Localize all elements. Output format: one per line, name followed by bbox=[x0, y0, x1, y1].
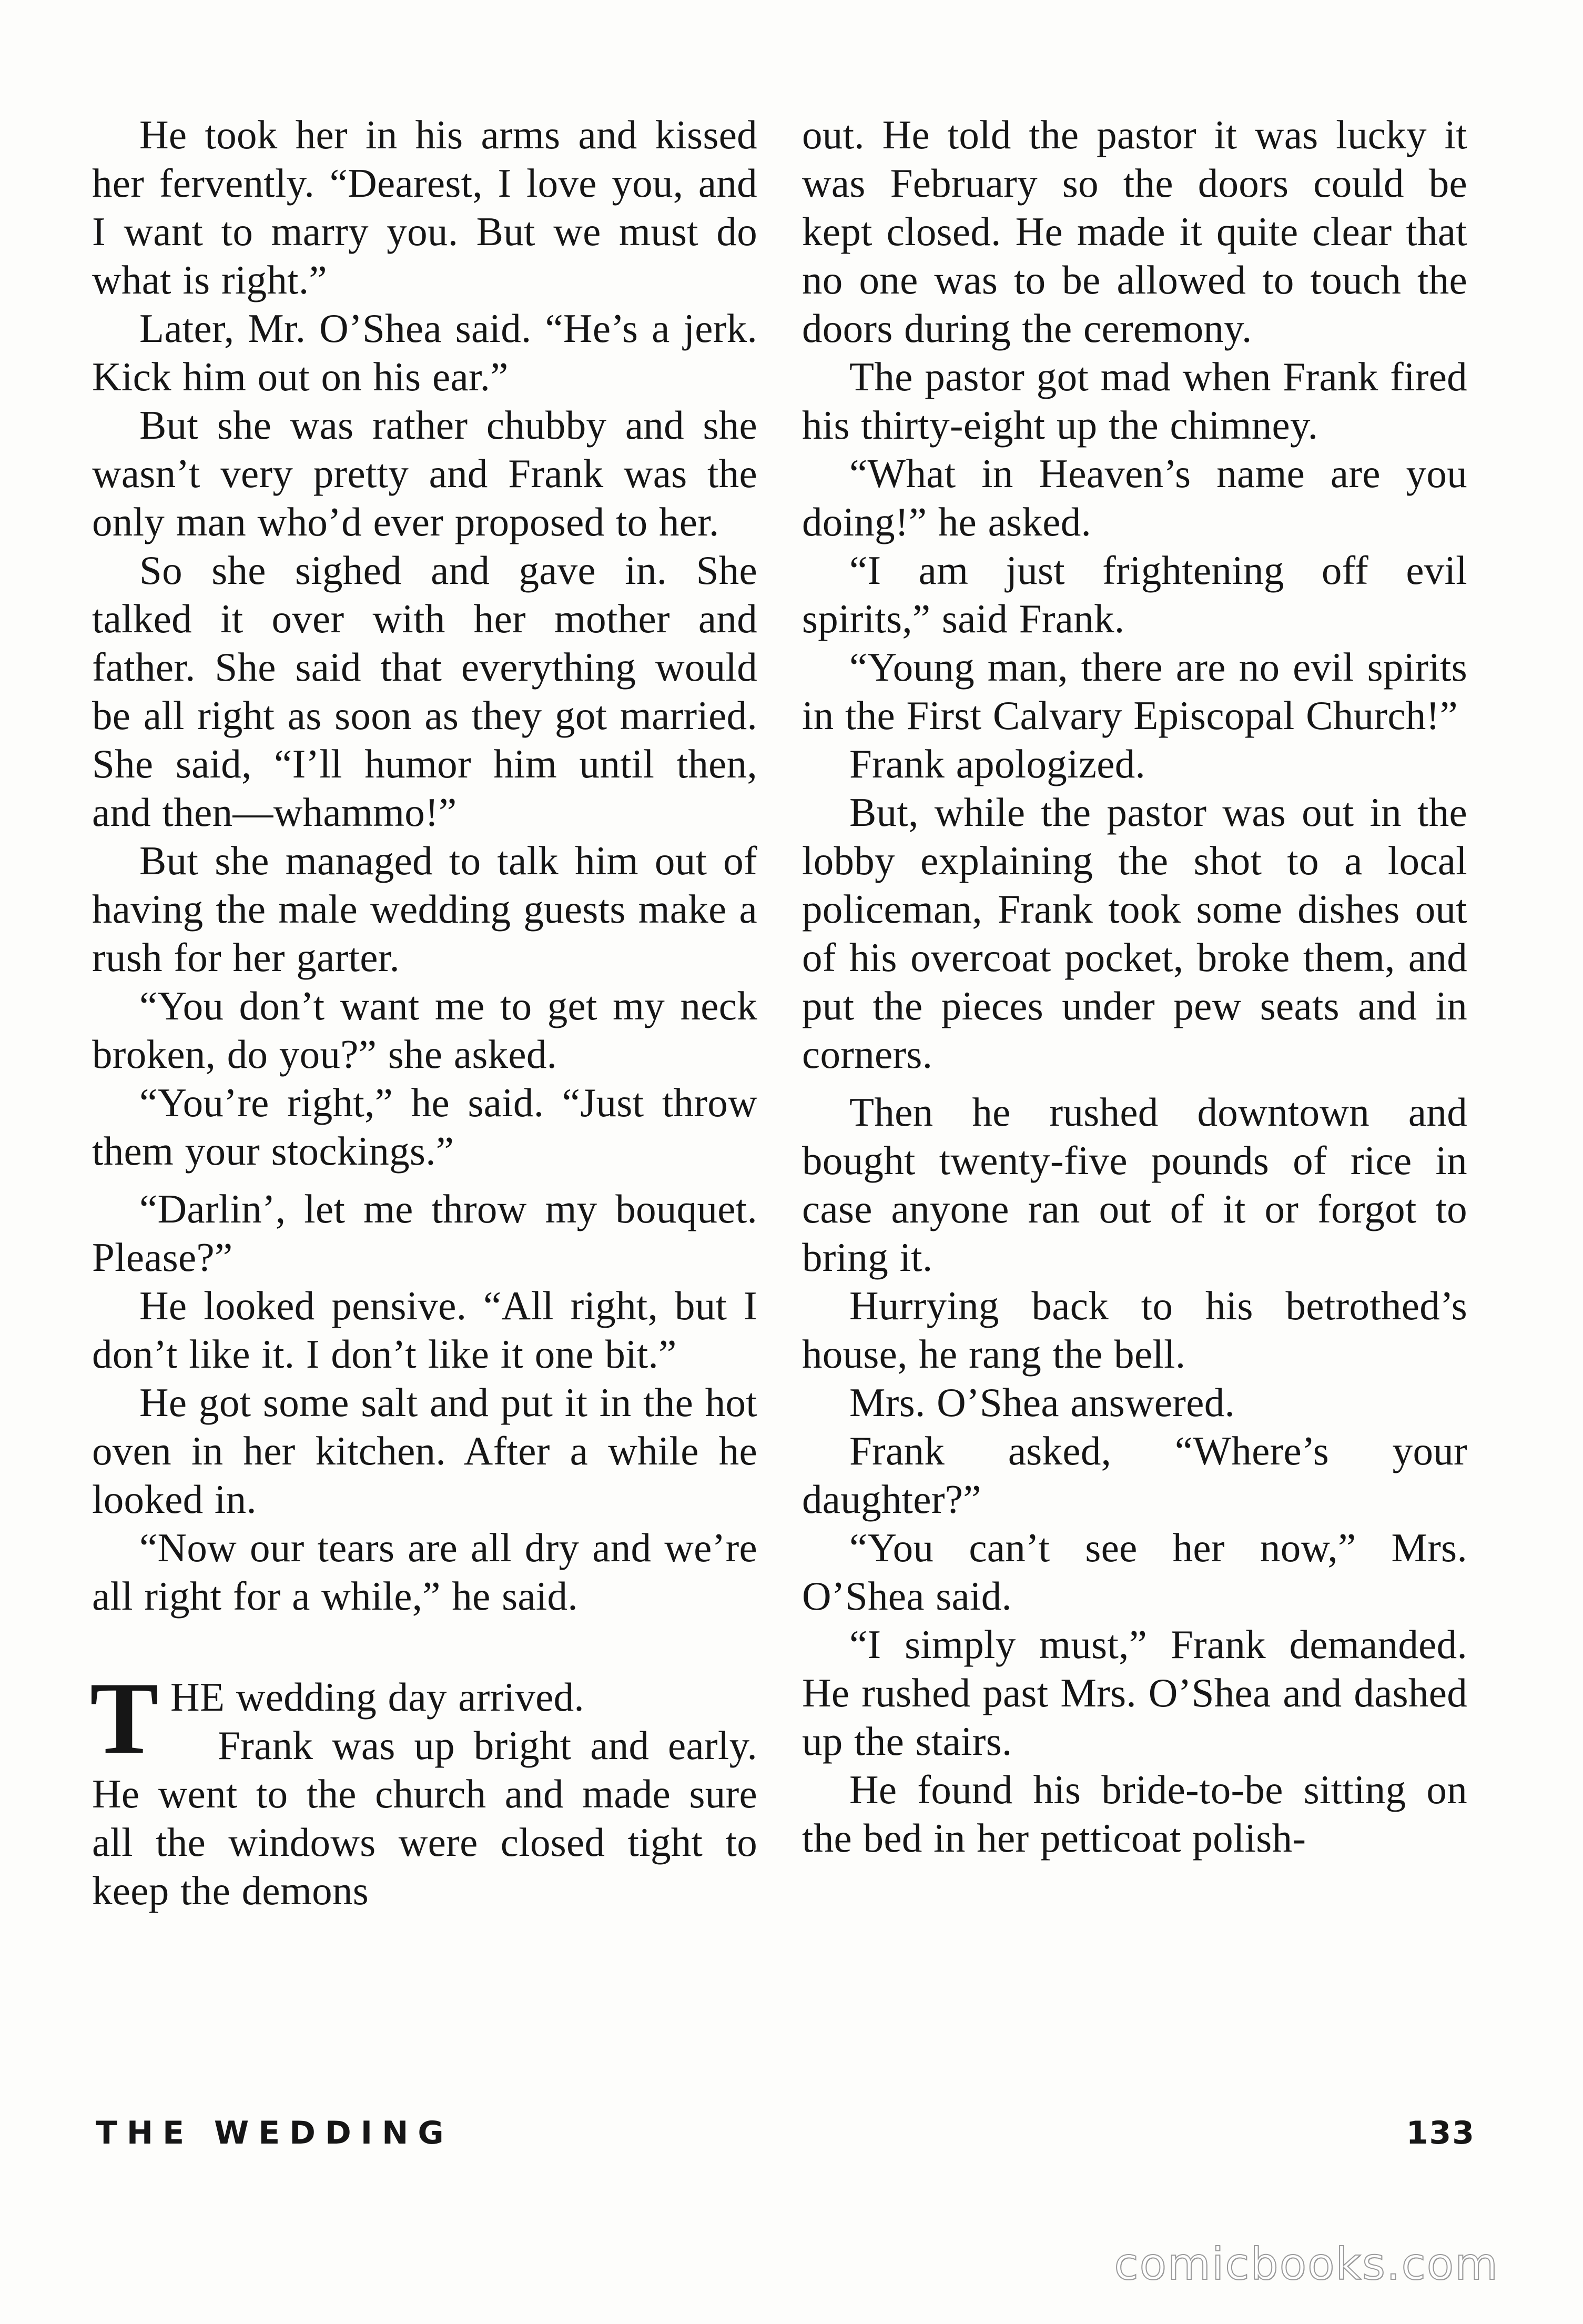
section-opening bbox=[90, 1661, 757, 1775]
paragraph: “Darlin’, let me throw my bouquet. Please?” bbox=[92, 1186, 757, 1280]
paragraph: So she sighed and gave in. She talked it over with her mother and father. She said that everything would be all right as soon as they got married. She said, “I’ll humor him until then, and then—whammo!” bbox=[92, 548, 757, 835]
paragraph: “Young man, there are no evil spirits in the First Calvary Episcopal Church!” bbox=[802, 644, 1467, 738]
paragraph: “You can’t see her now,” Mrs. O’Shea said. bbox=[802, 1525, 1467, 1619]
paragraph: The pastor got mad when Frank fired his thirty-eight up the chimney. bbox=[802, 354, 1467, 448]
paragraph: “What in Heaven’s name are you doing!” he asked. bbox=[802, 451, 1467, 544]
paragraph: He found his bride-to-be sitting on the bed in her petticoat polish- bbox=[802, 1767, 1467, 1861]
paragraph: Hurrying back to his betrothed’s house, he rang the bell. bbox=[802, 1283, 1467, 1377]
paragraph: He took her in his arms and kissed her fervently. “Dearest, I love you, and I want to marry you. But we must do what is right.” bbox=[92, 112, 757, 302]
paragraph: He looked pensive. “All right, but I don’t like it. I don’t like it one bit.” bbox=[92, 1283, 757, 1377]
paragraph: Frank asked, “Where’s your daughter?” bbox=[802, 1428, 1467, 1522]
paragraph: Frank apologized. bbox=[849, 741, 1146, 786]
watermark-logo: comicbooks.com bbox=[1114, 2238, 1499, 2290]
paragraph: Later, Mr. O’Shea said. “He’s a jerk. Kick him out on his ear.” bbox=[92, 306, 757, 399]
running-footer-title: THE WEDDING bbox=[96, 2115, 453, 2151]
drop-cap: T bbox=[90, 1661, 159, 1775]
paragraph: “I simply must,” Frank demanded. He rushed past Mrs. O’Shea and dashed up the stairs. bbox=[802, 1622, 1467, 1764]
paragraph: “You’re right,” he said. “Just throw them your stockings.” bbox=[92, 1080, 757, 1174]
section-first-line: HE wedding day arrived. bbox=[170, 1674, 584, 1720]
paragraph: But she managed to talk him out of having the male wedding guests make a rush for her garter. bbox=[92, 838, 757, 980]
left-column bbox=[92, 110, 757, 1915]
paragraph: He got some salt and put it in the hot oven in her kitchen. After a while he looked in. bbox=[92, 1380, 757, 1522]
paragraph: “Now our tears are all dry and we’re all right for a while,” he said. bbox=[92, 1525, 757, 1619]
paragraph: “You don’t want me to get my neck broken, do you?” she asked. bbox=[92, 983, 757, 1077]
page-number: 133 bbox=[1406, 2115, 1475, 2151]
paragraph: But, while the pastor was out in the lobby explaining the shot to a local policeman, Frank took some dishes out of his overcoat pocket, broke them, and put the pieces under pew seats and in corners. bbox=[802, 790, 1467, 1077]
paragraph: Frank was up bright and early. He went to the church and made sure all the windows were closed tight to keep the demons bbox=[92, 1723, 757, 1913]
paragraph: out. He told the pastor it was lucky it was February so the doors could be kept closed. He made it quite clear that no one was to be allowed to touch the doors during the ceremony. bbox=[802, 112, 1467, 351]
paragraph: “I am just frightening off evil spirits,” said Frank. bbox=[802, 548, 1467, 641]
paragraph: Then he rushed downtown and bought twenty-five pounds of rice in case anyone ran out of it or forgot to bring it. bbox=[802, 1089, 1467, 1280]
paragraph: Mrs. O’Shea answered. bbox=[849, 1380, 1235, 1425]
paragraph: But she was rather chubby and she wasn’t very pretty and Frank was the only man who’d ever proposed to her. bbox=[92, 402, 757, 544]
right-column bbox=[802, 110, 1467, 1862]
